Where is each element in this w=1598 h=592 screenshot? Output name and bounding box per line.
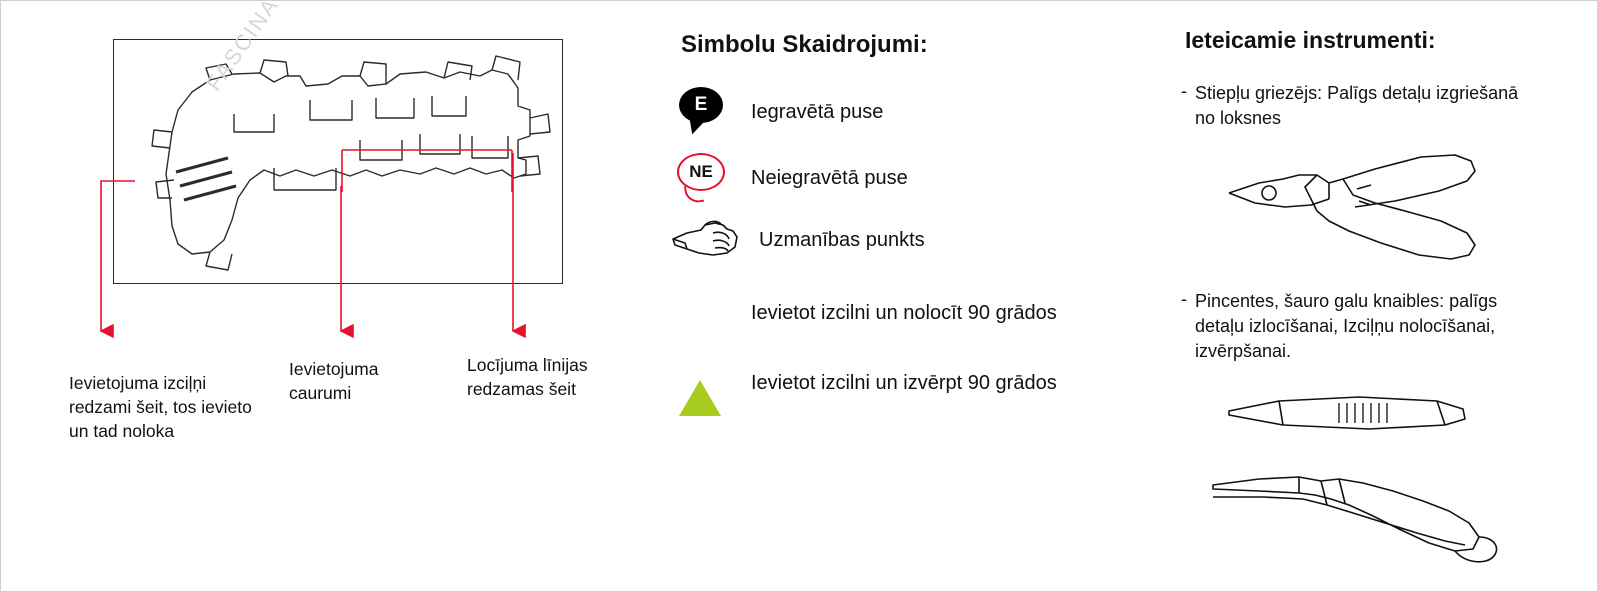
legend-label-attention: Uzmanības punkts	[759, 228, 925, 251]
recommended-tools-panel	[1169, 1, 1598, 592]
blue-circle-icon	[671, 293, 733, 333]
tool-note-pliers: Pincentes, šauro galu knaibles: palīgs detaļu izlocīšanai, Izciļņu nolocīšanai, izvērpšanai.	[1195, 291, 1498, 362]
legend-item-non-engraved	[671, 151, 908, 205]
tool-bullet-dash-1: -	[1181, 81, 1187, 101]
needle-nose-pliers-icon	[1203, 453, 1523, 573]
symbols-title: Simbolu Skaidrojumi:	[681, 31, 928, 58]
part-outline-frame	[113, 39, 563, 284]
pointing-hand-icon	[671, 213, 741, 267]
legend-item-fold-90	[671, 293, 1057, 333]
tools-title: Ieteicamie instrumenti:	[1185, 27, 1436, 53]
engraved-side-bubble-icon	[671, 85, 733, 139]
legend-item-engraved	[671, 85, 883, 139]
callout-label-fold-lines: Locījuma līnijas redzamas šeit	[467, 355, 588, 400]
legend-label-fold-90: Ievietot izcilni un nolocīt 90 grādos	[751, 301, 1057, 324]
non-engraved-side-bubble-icon	[671, 151, 733, 205]
tool-note-wire-cutter: Stiepļu griezējs: Palīgs detaļu izgriešanā no loksnes	[1195, 83, 1519, 129]
callout-label-holes: Ievietojuma caurumi	[289, 359, 379, 404]
part-diagram-panel	[1, 1, 641, 592]
wire-cutter-icon	[1225, 149, 1505, 269]
symbols-legend-panel	[649, 1, 1169, 592]
legend-label-non-engraved: Neiegravētā puse	[751, 166, 908, 189]
tweezers-icon	[1219, 389, 1509, 439]
green-triangle-icon	[671, 363, 733, 403]
tool-bullet-dash-2: -	[1181, 289, 1187, 309]
legend-label-engraved: Iegravētā puse	[751, 100, 884, 123]
legend-item-twist-90	[671, 363, 1057, 403]
legend-item-attention	[671, 213, 925, 267]
legend-label-twist-90: Ievietot izcilni un izvērpt 90 grādos	[751, 371, 1057, 394]
non-engraved-badge-label: NE	[677, 153, 725, 191]
engraved-badge-label: E	[679, 87, 723, 123]
metal-part-outline-icon	[114, 40, 562, 283]
callout-label-tabs: Ievietojuma izciļņi redzami šeit, tos ievieto un tad noloka	[69, 373, 252, 442]
